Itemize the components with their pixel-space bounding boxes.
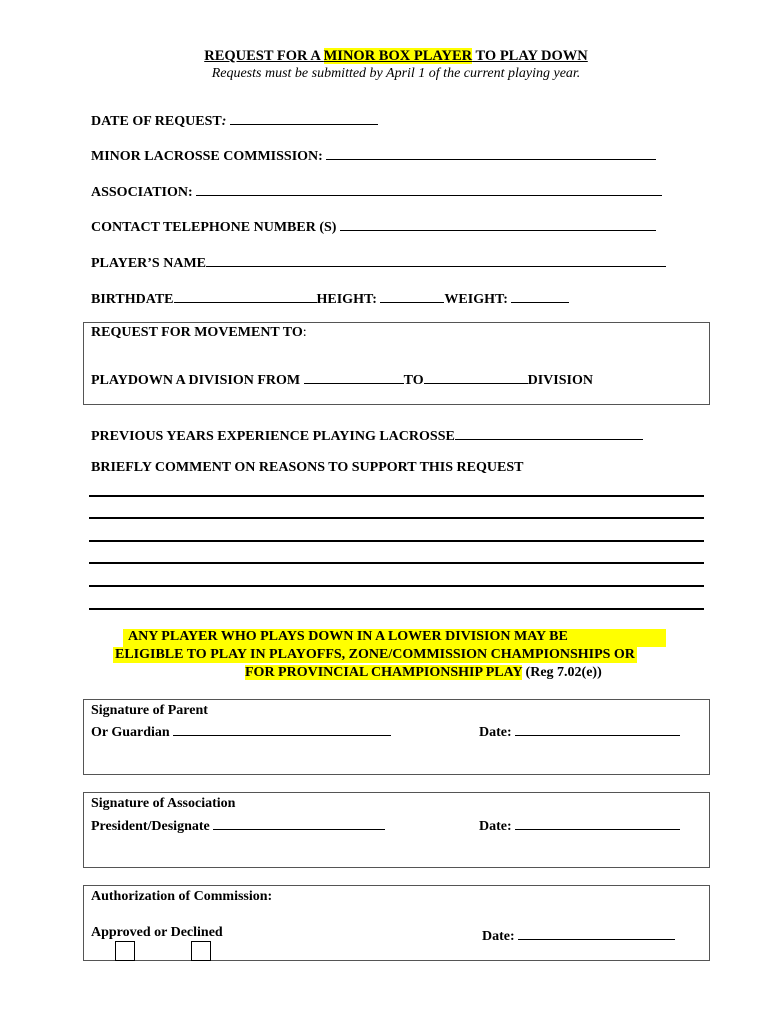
association-date-label: Date: bbox=[479, 819, 512, 834]
date-colon: : bbox=[221, 114, 227, 129]
playdown-from-label: PLAYDOWN A DIVISION FROM bbox=[91, 373, 301, 388]
comment-line-3[interactable] bbox=[89, 540, 704, 542]
player-name-label: PLAYER’S NAME bbox=[91, 256, 206, 271]
division-label: DIVISION bbox=[527, 373, 593, 388]
playdown-row bbox=[91, 369, 593, 389]
phone-row bbox=[91, 216, 656, 236]
form-title bbox=[0, 48, 770, 65]
association-label-row bbox=[91, 815, 385, 835]
title-highlight: MINOR BOX PLAYER bbox=[323, 48, 473, 64]
phone-label: CONTACT TELEPHONE NUMBER (S) bbox=[91, 220, 337, 235]
parent-date-field[interactable] bbox=[515, 721, 680, 736]
notice-reg: (Reg 7.02(e)) bbox=[522, 665, 602, 680]
playdown-to-field[interactable] bbox=[424, 369, 528, 384]
notice-line-1-text: ANY PLAYER WHO PLAYS DOWN IN A LOWER DIVISION MAY BE bbox=[128, 629, 568, 644]
commission-row bbox=[91, 145, 656, 165]
notice-line-2: ELIGIBLE TO PLAY IN PLAYOFFS, ZONE/COMMISSION CHAMPIONSHIPS OR bbox=[115, 647, 635, 662]
birthdate-row bbox=[91, 288, 569, 308]
commission-label: MINOR LACROSSE COMMISSION: bbox=[91, 149, 323, 164]
comment-prompt: BRIEFLY COMMENT ON REASONS TO SUPPORT THIS REQUEST bbox=[91, 460, 524, 475]
commission-label-1: Authorization of Commission: bbox=[91, 889, 273, 904]
weight-field[interactable] bbox=[511, 288, 569, 303]
comment-line-4[interactable] bbox=[89, 562, 704, 564]
player-name-field[interactable] bbox=[206, 252, 666, 267]
parent-label-2: Or Guardian bbox=[91, 725, 170, 740]
form-subtitle: Requests must be submitted by April 1 of the current playing year. bbox=[211, 66, 581, 81]
title-pre: REQUEST FOR A bbox=[204, 48, 324, 64]
approved-checkbox[interactable] bbox=[115, 941, 135, 961]
parent-label-1: Signature of Parent bbox=[91, 703, 208, 718]
association-label-2: President/Designate bbox=[91, 819, 210, 834]
playdown-from-field[interactable] bbox=[304, 369, 404, 384]
notice-line-3-text: FOR PROVINCIAL CHAMPIONSHIP PLAY bbox=[245, 665, 523, 680]
height-label: HEIGHT: bbox=[316, 292, 377, 307]
commission-field[interactable] bbox=[326, 145, 656, 160]
birthdate-label: BIRTHDATE bbox=[91, 292, 174, 307]
association-field[interactable] bbox=[196, 181, 662, 196]
commission-date-label: Date: bbox=[482, 929, 515, 944]
comment-line-6[interactable] bbox=[89, 608, 704, 610]
movement-title-text: REQUEST FOR MOVEMENT TO bbox=[91, 325, 303, 340]
comment-line-2[interactable] bbox=[89, 517, 704, 519]
commission-date-row bbox=[482, 925, 675, 945]
association-label: ASSOCIATION: bbox=[91, 185, 193, 200]
notice-line-3 bbox=[245, 665, 602, 681]
comment-line-5[interactable] bbox=[89, 585, 704, 587]
experience-label: PREVIOUS YEARS EXPERIENCE PLAYING LACROSSE bbox=[91, 429, 455, 444]
association-date-field[interactable] bbox=[515, 815, 680, 830]
title-post: TO PLAY DOWN bbox=[472, 48, 588, 64]
association-signature-field[interactable] bbox=[213, 815, 385, 830]
movement-title-colon: : bbox=[302, 325, 307, 340]
commission-date-field[interactable] bbox=[518, 925, 675, 940]
phone-field[interactable] bbox=[340, 216, 656, 231]
weight-label: WEIGHT: bbox=[444, 292, 508, 307]
association-label-1: Signature of Association bbox=[91, 796, 236, 811]
date-of-request-label: DATE OF REQUEST bbox=[91, 114, 222, 129]
association-date-row bbox=[479, 815, 680, 835]
parent-date-label: Date: bbox=[479, 725, 512, 740]
date-of-request-field[interactable] bbox=[230, 110, 378, 125]
parent-signature-field[interactable] bbox=[173, 721, 391, 736]
experience-field[interactable] bbox=[455, 425, 643, 440]
height-field[interactable] bbox=[380, 288, 444, 303]
experience-row bbox=[91, 425, 643, 445]
birthdate-field[interactable] bbox=[174, 288, 317, 303]
notice-line-1 bbox=[123, 629, 666, 647]
playdown-to-label: TO bbox=[403, 373, 424, 388]
comment-line-1[interactable] bbox=[89, 495, 704, 497]
association-row bbox=[91, 181, 662, 201]
declined-checkbox[interactable] bbox=[191, 941, 211, 961]
parent-label-row bbox=[91, 721, 391, 741]
movement-title bbox=[91, 325, 307, 341]
parent-date-row bbox=[479, 721, 680, 741]
commission-label-2: Approved or Declined bbox=[91, 925, 223, 940]
player-name-row bbox=[91, 252, 666, 272]
date-of-request-row bbox=[91, 110, 378, 130]
